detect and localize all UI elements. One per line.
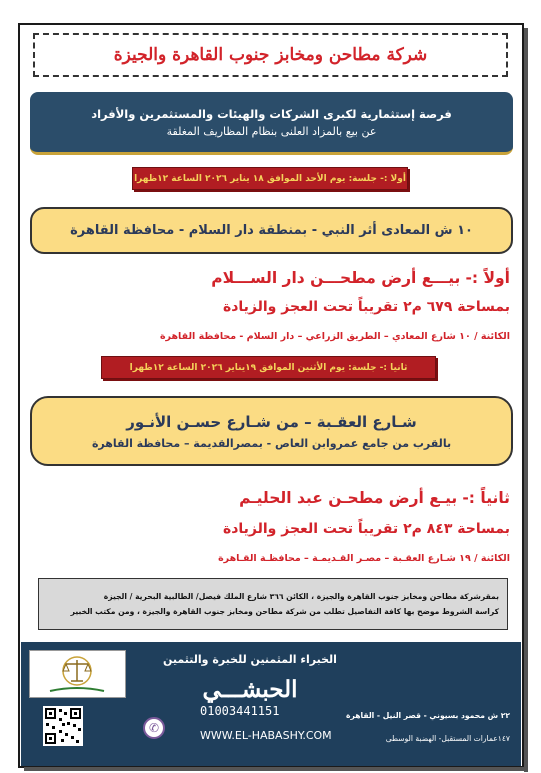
experts-title: الخبراء المثمنين للخبرة والتثمين	[163, 653, 337, 666]
lot-1-address: الكائنة / ١٠ شارع المعادي – الطريق الزراعي – دار السلام - محافظة القاهرة	[159, 331, 510, 342]
notice-box	[38, 578, 508, 630]
frame-shadow-bottom	[24, 767, 528, 771]
session-1-banner	[132, 167, 408, 190]
lot-1-heading-row	[40, 268, 510, 287]
lot-1-address-row	[40, 324, 510, 343]
session-1-text: أولا :- جلسة: يوم الأحد الموافق ١٨ يناير ٢٠٢٦ الساعة ١٢ظهرا	[134, 173, 406, 184]
frame-shadow-right	[524, 28, 528, 772]
lot-1-heading: بيـــع أرض مطحـــن دار الســـلام	[211, 269, 461, 287]
phone-icon: ✆	[143, 717, 165, 739]
lot-2-heading: بيـع أرض مطحـن عبد الحليـم	[239, 489, 458, 507]
lot-1-location: ١٠ ش المعادى أثر النبي - بمنطقة دار السلام - محافظة القاهرة	[70, 223, 473, 238]
notice-line-2: كراسة الشروط موضح بها كافة التفاصيل تطلب من شركة مطاحن ومخابز جنوب القاهرة والجيزة ، ومن مكتب الخبير	[70, 607, 499, 616]
qr-code-icon	[43, 706, 83, 746]
address-line-2: ١٤٧عمارات المستقبل- الهضبة الوسطى	[385, 734, 510, 743]
session-2-banner	[101, 356, 436, 379]
intro-banner	[30, 92, 513, 155]
lot-2-heading-row	[40, 488, 510, 507]
lot-2-area: بمساحة ٨٤٣ م٢ تقريباً تحت العجز والزيادة	[222, 521, 510, 537]
lot-2-location-sub: بالقرب من جامع عمروابن العاص - بمصرالقديمة – محافظة القاهرة	[91, 436, 452, 450]
website-link[interactable]: WWW.EL-HABASHY.COM	[200, 729, 332, 742]
brand-name: الحبشـــي	[202, 676, 298, 703]
session-2-text: ثانيا :- جلسة: يوم الأثنين الموافق ١٩يناير ٢٠٢٦ الساعة ١٢ظهرا	[129, 362, 408, 373]
lot-1-area: بمساحة ٦٧٩ م٢ تقريباً تحت العجز والزيادة	[222, 299, 510, 315]
intro-line-2: عن بيع بالمزاد العلنى بنظام المظاريف المغلقة	[166, 124, 377, 138]
lot-2-area-row	[40, 518, 510, 537]
scales-logo-icon	[29, 650, 126, 698]
lot-2-location-main: شـارع العقـبة – من شـارع حسـن الأنـور	[126, 412, 417, 431]
lot-1-location-box	[30, 207, 513, 254]
company-title: شركة مطاحن ومخابز جنوب القاهرة والجيزة	[113, 45, 428, 65]
notice-line-1: بمقرشركة مطاحن ومخابز جنوب القاهرة والجيزة ، الكائن ٣٦٦ شارع الملك فيصل/ الطالبية البحرية / الجيزة	[103, 592, 499, 601]
lot-2-address: الكائنة / ١٩ شـارع العقـبة – مصـر القـديمـة – محافظـة القـاهرة	[218, 553, 510, 564]
lot-1-area-row	[40, 296, 510, 315]
lot-2-address-row	[40, 546, 510, 565]
title-box	[33, 33, 508, 77]
lot-1-label: أولاً :-	[465, 269, 510, 287]
intro-line-1: فرصة إستثمارية لكبرى الشركات والهيئات والمستثمرين والأفراد	[91, 106, 452, 121]
lot-2-location-box	[30, 396, 513, 466]
phone-number[interactable]: 01003441151	[200, 704, 280, 718]
lot-2-label: ثانياً :-	[462, 489, 510, 507]
address-line-1: ٢٢ ش محمود بسيوني - قصر النيل - القاهرة	[346, 711, 510, 720]
